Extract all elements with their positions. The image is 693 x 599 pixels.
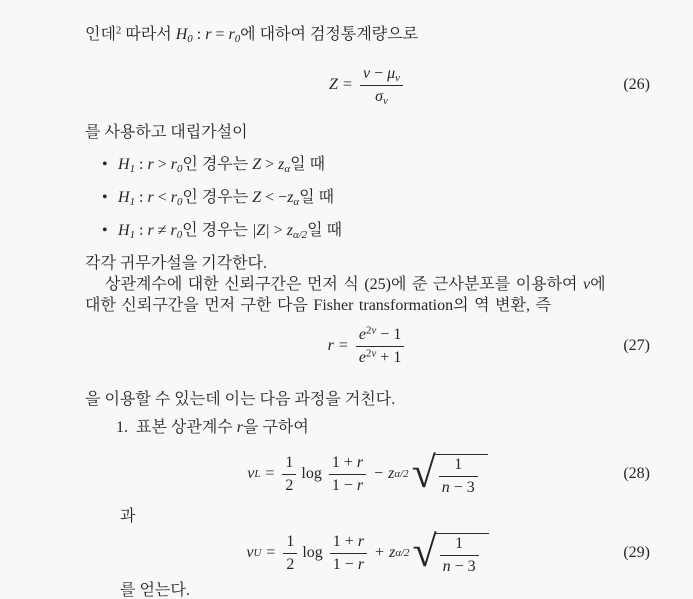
- math-r: r: [236, 419, 243, 436]
- math-colon: :: [196, 26, 202, 43]
- math-r0-sub: 0: [234, 33, 241, 46]
- hypothesis-bullet-item: [102, 221, 650, 241]
- math-Z: Z: [329, 76, 338, 93]
- math-log: log: [302, 544, 323, 561]
- equation-26: [85, 60, 650, 110]
- equation-27-math: [328, 326, 408, 367]
- square-root: [411, 447, 488, 497]
- text-run: 을 구하여: [242, 419, 309, 436]
- math-r: r: [205, 26, 212, 43]
- math-exponent: 2ν: [366, 347, 377, 360]
- math-nu-U: ν: [246, 544, 254, 561]
- math-plus: +: [375, 544, 385, 561]
- equation-29-math: ν U = $\frac{1}{2}$ log $\frac{1 + r}{1 - r}$ + z α/2 √ $\frac{1}{n - 3}$: [246, 531, 488, 576]
- fraction: $\frac{e^{2\nu} - 1}{e^{2\nu} + 1}$: [356, 326, 404, 367]
- text-run: 에 대하여 검정통계량으로: [240, 26, 419, 43]
- math-exponent: 2ν: [366, 324, 377, 337]
- math-H0: H: [175, 26, 188, 43]
- math-equals: =: [266, 544, 276, 561]
- math-equals: =: [215, 26, 225, 43]
- bullet-icon: •: [102, 189, 108, 206]
- math-minus: −: [374, 64, 384, 82]
- equation-number: (28): [623, 465, 650, 482]
- bullet-text: $H_1$ : $r > r_0$인 경우는 $Z > z_\alpha$일 때: [118, 156, 326, 176]
- text-run: 인데: [85, 26, 116, 43]
- hypothesis-bullet-list: [85, 155, 650, 241]
- equation-number: (29): [623, 544, 650, 561]
- math-nu-L: ν: [247, 465, 255, 482]
- math-sigma-sub: ν: [383, 94, 388, 107]
- equation-28: [85, 446, 650, 502]
- math-mu: μ: [387, 64, 396, 82]
- math-mu-sub: ν: [395, 71, 400, 84]
- math-minus: −: [374, 465, 384, 482]
- paragraph-line: 대한 신뢰구간을 먼저 구한 다음 Fisher transformation의 역 변환, 즉: [85, 297, 551, 314]
- fraction: $\frac{1}{n - 3}$: [440, 535, 479, 576]
- text-run: 표본 상관계수: [136, 419, 237, 436]
- equation-26-math: [329, 65, 406, 106]
- equation-number: (27): [623, 337, 650, 354]
- math-z: z: [389, 544, 396, 561]
- math-equals: =: [338, 337, 348, 354]
- fraction-half: $\frac{1}{2}$: [282, 454, 296, 495]
- fraction: [360, 65, 403, 106]
- equation-27: [85, 321, 650, 371]
- fraction: $\frac{1}{n - 3}$: [439, 456, 478, 497]
- bullet-text: $H_1$ : $r \ne r_0$인 경우는 $|Z| > z_{\alpha/2}$일 때: [118, 222, 343, 242]
- fraction-half: $\frac{1}{2}$: [283, 533, 297, 574]
- math-equals: =: [342, 76, 352, 93]
- item-number: 1.: [116, 419, 128, 436]
- text-run: 따라서: [121, 26, 176, 43]
- fraction: $\frac{1 + r}{1 - r}$: [330, 533, 367, 574]
- hypothesis-bullet-item: [102, 155, 650, 175]
- math-r: r: [327, 337, 334, 354]
- confidence-interval-paragraph: [85, 274, 650, 316]
- equation-number: (26): [623, 76, 650, 93]
- math-nu: ν: [583, 276, 591, 293]
- square-root: [412, 526, 488, 576]
- bullet-icon: •: [102, 222, 108, 239]
- math-sigma: σ: [375, 87, 383, 105]
- closing-line: 를 얻는다.: [120, 582, 190, 599]
- radical-sign-icon: √: [412, 526, 437, 576]
- math-nu: ν: [362, 64, 371, 82]
- math-z: z: [388, 465, 395, 482]
- reject-null-line: 각각 귀무가설을 기각한다.: [85, 255, 268, 272]
- equation-29: [85, 525, 650, 581]
- connector-gwa: 과: [120, 508, 136, 525]
- intro-line: [85, 25, 650, 45]
- bullet-icon: •: [102, 156, 108, 173]
- enumerate-item-1: [116, 418, 650, 438]
- bullet-text: $H_1$ : $r < r_0$인 경우는 $Z < -z_\alpha$일 때: [118, 189, 335, 209]
- equation-28-math: ν L = $\frac{1}{2}$ log $\frac{1 + r}{1 - r}$ − z α/2 √ $\frac{1}{n - 3}$: [247, 452, 488, 497]
- radical-sign-icon: √: [411, 447, 436, 497]
- procedure-intro-line: 을 이용할 수 있는데 이는 다음 과정을 거친다.: [85, 391, 396, 408]
- fraction: $\frac{1 + r}{1 - r}$: [329, 454, 366, 495]
- alt-hypothesis-intro: 를 사용하고 대립가설이: [85, 124, 248, 141]
- footnote-ref: 2: [115, 24, 122, 37]
- hypothesis-bullet-item: [102, 188, 650, 208]
- math-log: log: [301, 465, 322, 482]
- math-H0-sub: 0: [187, 33, 193, 46]
- math-r0: r: [228, 26, 235, 43]
- paragraph-line: 상관계수에 대한 신뢰구간은 먼저 식 (25)에 준 근사분포를 이용하여 ν에: [105, 276, 606, 293]
- math-equals: =: [265, 465, 275, 482]
